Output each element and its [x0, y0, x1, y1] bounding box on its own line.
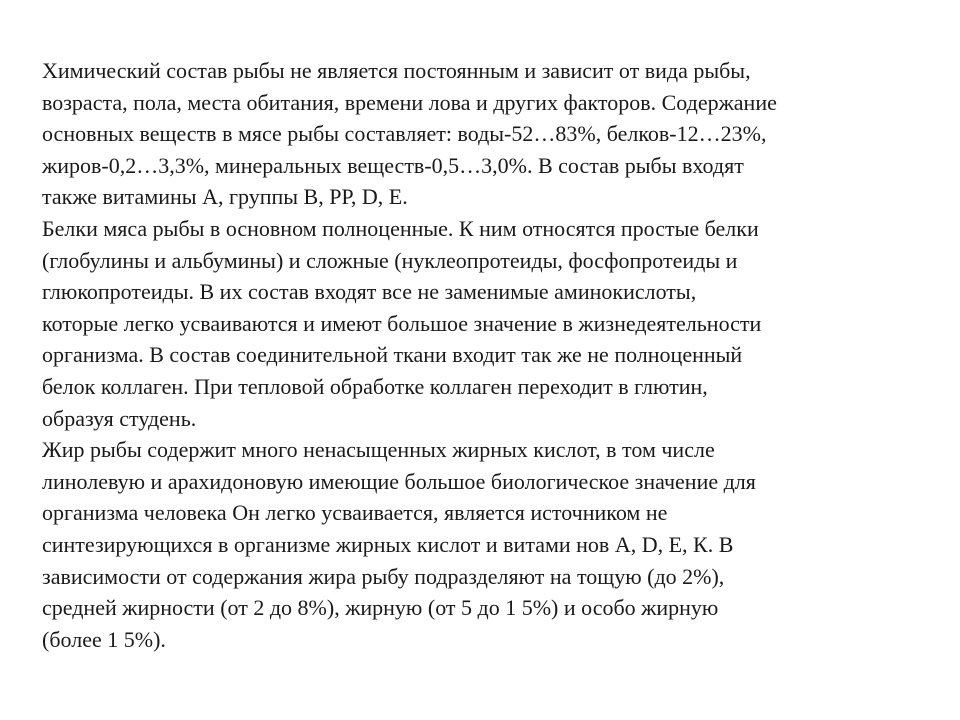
text-line: организма человека Он легко усваивается, является источником не: [42, 500, 668, 526]
text-line: средней жирности (от 2 до 8%), жирную (от 5 до 1 5%) и особо жирную: [42, 595, 719, 621]
text-line: линолевую и арахидоновую имеющие большое биологическое значение для: [42, 468, 756, 494]
text-line: глюкопротеиды. В их состав входят все не заменимые аминокислоты,: [42, 279, 697, 305]
text-line: Химический состав рыбы не является постоянным и зависит от вида рыбы,: [42, 58, 751, 83]
text-line: Белки мяса рыбы в основном полноценные. К ним относятся простые белки: [42, 215, 759, 241]
text-line: (глобулины и альбумины) и сложные (нуклеопротеиды, фосфопротеиды и: [42, 247, 738, 273]
text-line: белок коллаген. При тепловой обработке коллаген переходит в глютин,: [42, 373, 708, 399]
text-line: возраста, пола, места обитания, времени лова и других факторов. Содержание: [42, 89, 777, 115]
text-line: Жир рыбы содержит много ненасыщенных жирных кислот, в том числе: [42, 437, 715, 463]
text-line: (более 1 5%).: [42, 626, 166, 652]
slide-text-block: [42, 55, 932, 655]
text-line: основных веществ в мясе рыбы составляет: воды-52…83%, белков-12…23%,: [42, 121, 767, 147]
text-line: которые легко усваиваются и имеют большое значение в жизнедеятельности: [42, 310, 762, 336]
text-line: организма. В состав соединительной ткани входит так же не полноценный: [42, 342, 743, 368]
text-line: жиров-0,2…3,3%, минеральных веществ-0,5…3,0%. В состав рыбы входят: [42, 152, 744, 178]
text-line: также витамины А, группы В, РР, D, Е.: [42, 184, 408, 210]
text-line: синтезирующихся в организме жирных кислот и витами нов А, D, Е, К. В: [42, 531, 734, 557]
text-line: зависимости от содержания жира рыбу подразделяют на тощую (до 2%),: [42, 563, 725, 589]
text-line: образуя студень.: [42, 405, 197, 431]
